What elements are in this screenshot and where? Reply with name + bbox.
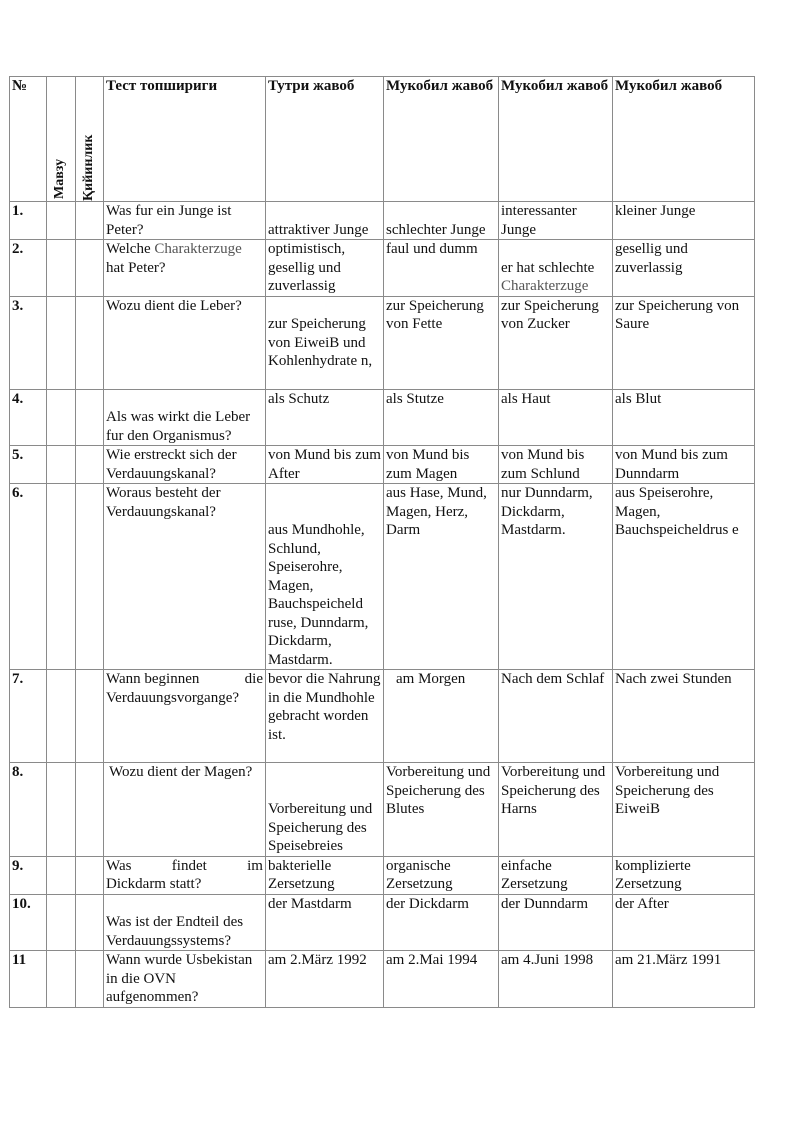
table-row (10, 763, 755, 857)
row-number: 6. (10, 484, 47, 670)
alt-answer-cell: Vorbereitung und Speicherung des EiweiB (613, 763, 755, 857)
row-number: 3. (10, 296, 47, 389)
question-cell (104, 670, 266, 763)
alt-answer-cell: von Mund bis zum Dunndarm (613, 446, 755, 484)
topic-cell (47, 894, 76, 951)
question-text: Als was wirkt die Leber fur den Organismus? (106, 409, 251, 444)
question-text: im (247, 857, 263, 874)
header-row (10, 77, 755, 202)
topic-cell (47, 484, 76, 670)
header-difficulty-label: Қийинлик (81, 134, 96, 201)
alt-answer-cell: aus Hase, Mund, Magen, Herz, Darm (384, 484, 499, 670)
alt-answer-cell: komplizierte Zersetzung (613, 856, 755, 894)
alt-answer-cell: Nach zwei Stunden (613, 670, 755, 763)
correct-answer-cell: bevor die Nahrung in die Mundhohle gebracht worden ist. (266, 670, 384, 763)
topic-cell (47, 951, 76, 1008)
alt-answer-cell: gesellig und zuverlassig (613, 240, 755, 297)
header-number: № (10, 77, 47, 202)
alt-answer-cell: kleiner Junge (613, 202, 755, 240)
table-row (10, 296, 755, 389)
alt-answer-cell: von Mund bis zum Magen (384, 446, 499, 484)
test-table (9, 76, 755, 1008)
answer-text: schlechter Junge (386, 221, 486, 238)
header-alt-answer-2: Мукобил жавоб (499, 77, 613, 202)
answer-text: Vorbereitung und Speicherung des Speisebreies (268, 801, 373, 854)
question-cell: Wozu dient der Magen? (104, 763, 266, 857)
topic-cell (47, 296, 76, 389)
correct-answer-cell (266, 202, 384, 240)
topic-cell (47, 670, 76, 763)
question-text: die (244, 671, 263, 687)
correct-answer-cell: der Mastdarm (266, 894, 384, 951)
alt-answer-cell: aus Speiserohre, Magen, Bauchspeicheldrus e (613, 484, 755, 670)
correct-answer-cell: von Mund bis zum After (266, 446, 384, 484)
difficulty-cell (76, 951, 104, 1008)
answer-text: Charakterzuge (501, 278, 589, 294)
correct-answer-cell: am 2.März 1992 (266, 951, 384, 1008)
alt-answer-cell: zur Speicherung von Zucker (499, 296, 613, 389)
question-text: findet (171, 857, 207, 874)
table-row (10, 951, 755, 1008)
topic-cell (47, 856, 76, 894)
header-topic-label: Мавзу (52, 158, 67, 199)
topic-cell (47, 763, 76, 857)
question-cell: Woraus besteht der Verdauungskanal? (104, 484, 266, 670)
row-number: 8. (10, 763, 47, 857)
alt-answer-cell: faul und dumm (384, 240, 499, 297)
question-text: Verdauungsvorgange? (106, 689, 240, 706)
question-text: Dickdarm statt? (106, 876, 202, 892)
alt-answer-cell: am Morgen (384, 670, 499, 763)
table-row (10, 202, 755, 240)
alt-answer-cell: Vorbereitung und Speicherung des Blutes (384, 763, 499, 857)
alt-answer-cell: zur Speicherung von Saure (613, 296, 755, 389)
row-number: 7. (10, 670, 47, 763)
alt-answer-cell: organische Zersetzung (384, 856, 499, 894)
table-row (10, 670, 755, 763)
question-cell (104, 240, 266, 297)
answer-text: zur Speicherung von EiweiB und Kohlenhydrate n, (268, 316, 373, 369)
difficulty-cell (76, 202, 104, 240)
question-cell: Wie erstreckt sich der Verdauungskanal? (104, 446, 266, 484)
alt-answer-cell: nur Dunndarm, Dickdarm, Mastdarm. (499, 484, 613, 670)
row-number: 10. (10, 894, 47, 951)
correct-answer-cell (266, 484, 384, 670)
question-cell (104, 894, 266, 951)
question-cell: Wann wurde Usbekistan in die OVN aufgenommen? (104, 951, 266, 1008)
header-correct-answer: Тутри жавоб (266, 77, 384, 202)
header-topic (47, 77, 76, 202)
alt-answer-cell: als Blut (613, 389, 755, 446)
row-number: 11 (10, 951, 47, 1008)
question-cell (104, 389, 266, 446)
question-cell: Wozu dient die Leber? (104, 296, 266, 389)
difficulty-cell (76, 484, 104, 670)
alt-answer-cell: am 2.Mai 1994 (384, 951, 499, 1008)
difficulty-cell (76, 763, 104, 857)
difficulty-cell (76, 446, 104, 484)
correct-answer-cell (266, 296, 384, 389)
question-text: Was ist der Endteil des Verdauungssystems? (106, 914, 244, 949)
difficulty-cell (76, 670, 104, 763)
correct-answer-cell: als Schutz (266, 389, 384, 446)
answer-text: aus Mundhohle, Schlund, Speiserohre, Magen, Bauchspeicheld ruse, Dunndarm, Dickdarm, Mastdarm. (268, 522, 369, 668)
answer-text: attraktiver Junge (268, 221, 369, 238)
alt-answer-cell: als Stutze (384, 389, 499, 446)
question-text: Charakterzuge (154, 241, 242, 257)
answer-text: er hat schlechte (501, 259, 595, 276)
row-number: 9. (10, 856, 47, 894)
topic-cell (47, 446, 76, 484)
alt-answer-cell: zur Speicherung von Fette (384, 296, 499, 389)
document-page (9, 76, 755, 1008)
difficulty-cell (76, 894, 104, 951)
question-text: Welche (106, 241, 155, 257)
question-text: Wann beginnen (106, 671, 200, 687)
header-alt-answer-3: Мукобил жавоб (613, 77, 755, 202)
topic-cell (47, 202, 76, 240)
alt-answer-cell: interessanter Junge (499, 202, 613, 240)
row-number: 4. (10, 389, 47, 446)
header-difficulty (76, 77, 104, 202)
question-cell: Was fur ein Junge ist Peter? (104, 202, 266, 240)
difficulty-cell (76, 389, 104, 446)
alt-answer-cell (499, 240, 613, 297)
correct-answer-cell: optimistisch, gesellig und zuverlassig (266, 240, 384, 297)
alt-answer-cell (384, 202, 499, 240)
correct-answer-cell: bakterielle Zersetzung (266, 856, 384, 894)
topic-cell (47, 240, 76, 297)
table-row (10, 894, 755, 951)
alt-answer-cell: als Haut (499, 389, 613, 446)
alt-answer-cell: der Dickdarm (384, 894, 499, 951)
correct-answer-cell (266, 763, 384, 857)
alt-answer-cell: der After (613, 894, 755, 951)
alt-answer-cell: von Mund bis zum Schlund (499, 446, 613, 484)
topic-cell (47, 389, 76, 446)
difficulty-cell (76, 856, 104, 894)
table-row (10, 856, 755, 894)
difficulty-cell (76, 240, 104, 297)
difficulty-cell (76, 296, 104, 389)
row-number: 5. (10, 446, 47, 484)
alt-answer-cell: Vorbereitung und Speicherung des Harns (499, 763, 613, 857)
alt-answer-cell: Nach dem Schlaf (499, 670, 613, 763)
row-number: 1. (10, 202, 47, 240)
row-number: 2. (10, 240, 47, 297)
alt-answer-cell: einfache Zersetzung (499, 856, 613, 894)
question-text: Was (106, 857, 132, 874)
header-alt-answer-1: Мукобил жавоб (384, 77, 499, 202)
table-row (10, 484, 755, 670)
header-test-task: Тест топшириги (104, 77, 266, 202)
question-cell (104, 856, 266, 894)
alt-answer-cell: am 21.März 1991 (613, 951, 755, 1008)
table-row (10, 446, 755, 484)
alt-answer-cell: der Dunndarm (499, 894, 613, 951)
alt-answer-cell: am 4.Juni 1998 (499, 951, 613, 1008)
table-row (10, 389, 755, 446)
question-text: hat Peter? (106, 259, 166, 276)
table-row (10, 240, 755, 297)
